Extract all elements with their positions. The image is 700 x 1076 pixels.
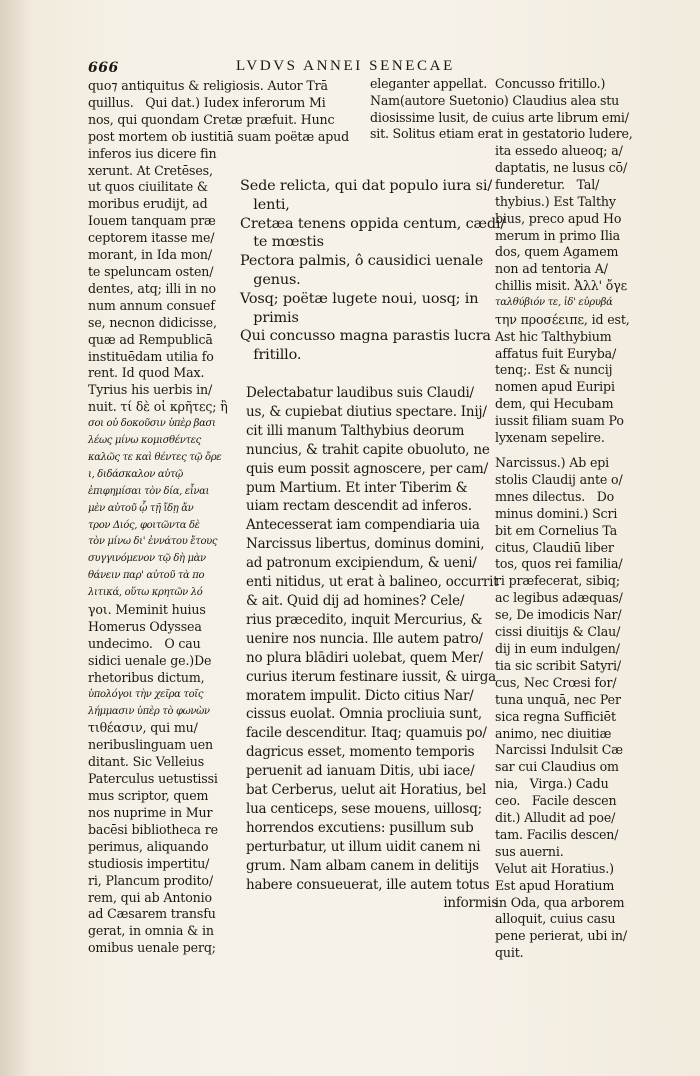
right-commentary-column — [495, 76, 645, 447]
text-line: dagricus esset, momento temporis — [246, 744, 475, 761]
text-line: καλῶς τε καὶ θέντες τῷ ὄρε — [88, 451, 222, 463]
text-line: tia sic scribit Satyri/ — [495, 657, 622, 673]
text-line: ac legibus adæquas/ — [495, 590, 623, 606]
text-line: citus, Claudiū liber — [495, 539, 614, 555]
text-line: post mortem ob iustitiā suam poëtæ apud — [88, 128, 350, 144]
text-line: bius, preco apud Ho — [495, 210, 622, 226]
text-line: lyxenam sepelire. — [495, 429, 605, 445]
text-line: se, necnon didicisse, — [88, 314, 217, 330]
text-line: nia, Virga.) Cadu — [495, 776, 609, 792]
text-line: mus scriptor, quem — [88, 788, 209, 804]
text-line: quæ ad Rempublicā — [88, 331, 213, 347]
text-line: tam. Facilis descen/ — [495, 826, 619, 842]
text-line: Iouem tanquam præ — [88, 213, 216, 229]
text-line: eleganter appellat. — [370, 76, 488, 91]
text-line: xerunt. At Cretēses, — [88, 162, 213, 178]
text-line: Narcissi Indulsit Cæ — [495, 742, 623, 758]
text-line: Homerus Odyssea — [88, 619, 202, 634]
text-line: ut quos ciuilitate & — [88, 179, 208, 195]
text-line: quit. — [495, 945, 524, 961]
text-line: τὸν μίνω δι' ἐννάτου ἔτους — [88, 536, 218, 548]
text-line: Pectora palmis, ô causidici uenale — [240, 253, 484, 270]
text-line: μὲν αὐτοῦ ᾧ τῇ ἴδῃ ἄν — [88, 502, 194, 514]
text-line: affatus fuit Euryba/ — [495, 345, 617, 361]
text-line: perimus, aliquando — [88, 838, 209, 854]
text-line: in Oda, qua arborem — [495, 894, 625, 910]
text-line: morant, in Ida mon/ — [88, 247, 212, 263]
text-line: ditant. Sic Velleius — [88, 754, 205, 770]
text-line: Velut ait Horatius.) — [495, 860, 614, 876]
text-line: perturbatur, ut illum uidit canem ni — [246, 838, 481, 855]
text-line: dij in eum indulgen/ — [495, 640, 620, 656]
text-line: tenq;. Est & nuncij — [495, 362, 613, 378]
text-line: se, De imodicis Nar/ — [495, 607, 622, 623]
text-line: lua centiceps, sese mouens, uillosq; — [246, 800, 482, 817]
text-line: dem, qui Hecubam — [495, 396, 614, 412]
text-line: Narcissus libertus, dominus domini, — [246, 536, 485, 553]
text-line: Concusso fritillo.) — [495, 76, 606, 91]
text-line: Vosq; poëtæ lugete noui, uosq; in — [240, 290, 479, 307]
text-line: cus, Nec Crœsi for/ — [495, 674, 617, 690]
text-line: rius præcedito, inquit Mercurius, & — [246, 611, 483, 628]
text-line: primis — [240, 309, 299, 326]
text-line: & ait. Quid dij ad homines? Cele/ — [246, 592, 465, 609]
text-line: bacēsi bibliotheca re — [88, 821, 218, 837]
text-line: moratem impulit. Dicto citius Nar/ — [246, 687, 474, 704]
text-line: ad Cæsarem transfu — [88, 906, 216, 922]
text-line: λιτικά, οὕτω κρητῶν λό — [88, 587, 203, 599]
text-line: lenti, — [240, 196, 290, 213]
text-line: Est apud Horatium — [495, 877, 615, 893]
text-line: mnes dilectus. Do — [495, 488, 615, 504]
text-line: tos, quos rei familia/ — [495, 556, 623, 572]
text-line: te speluncam osten/ — [88, 263, 214, 279]
text-line: ceptorem itasse me/ — [88, 230, 215, 246]
text-line: funderetur. Tal/ — [495, 177, 600, 193]
text-line: sica regna Sufficiēt — [495, 708, 616, 724]
text-line: non ad tentoria A/ — [495, 261, 608, 277]
text-line: λέως μίνω κομισθέντες — [88, 435, 201, 447]
text-line: τιθέασιν, qui mu/ — [88, 720, 198, 736]
text-line: studiosis impertitu/ — [88, 855, 210, 871]
page-gutter-shadow — [0, 0, 30, 1076]
text-line: cit illi manum Talthybius deorum — [246, 422, 465, 439]
text-line: quillus. Qui dat.) Iudex inferorum Mi — [88, 94, 326, 110]
text-line: enti nitidus, ut erat à balineo, occurrit — [246, 574, 499, 591]
text-line: animo, nec diuitiæ — [495, 725, 612, 741]
text-line: diosissime lusit, de cuius arte librum emi/ — [370, 109, 629, 125]
text-line: cissi diuitijs & Clau/ — [495, 624, 621, 640]
text-line: minus domini.) Scri — [495, 505, 618, 521]
text-line: sit. Solitus etiam erat in gestatorio ludere, — [370, 126, 633, 142]
text-line: ὑπολόγοι τὴν χεῖρα τοῖς — [88, 688, 204, 700]
text-line: curius iterum festinare iussit, & uirga — [246, 668, 496, 685]
text-line: nuncius, & trahit capite obuoluto, ne — [246, 441, 490, 458]
main-text-block — [246, 384, 498, 913]
text-line: rent. Id quod Max. — [88, 365, 205, 381]
text-line: dos, quem Agamem — [495, 244, 619, 260]
text-line: λήμμασιν ὑπὲρ τὸ φωνὼν — [88, 705, 210, 717]
text-line: dit.) Alludit ad poe/ — [495, 810, 616, 826]
text-line: instituēdam utilia fo — [88, 348, 214, 364]
text-line: ἐπιφημίσαι τὸν δία, εἶναι — [88, 485, 210, 497]
text-line: grum. Nam albam canem in delitijs — [246, 857, 479, 874]
text-line: nos nuprime in Mur — [88, 804, 213, 820]
text-line: stolis Claudij ante o/ — [495, 471, 623, 487]
text-line — [495, 110, 645, 127]
text-line: uenire nos nuncia. Ille autem patro/ — [246, 630, 483, 647]
text-line: quis eum possit agnoscere, per cam/ — [246, 460, 488, 477]
text-line: pene perierat, ubi in/ — [495, 928, 627, 944]
text-line: rhetoribus dictum, — [88, 669, 205, 685]
text-line: ceo. Facile descen — [495, 793, 617, 809]
text-line: quo⁊ antiquitus & religiosis. Autor Trā — [88, 78, 328, 93]
text-line: tuna unquā, nec Per — [495, 691, 621, 707]
text-line: Ast hic Talthybium — [495, 328, 612, 344]
text-line: την προσέειπε, id est, — [495, 311, 630, 327]
text-line — [495, 93, 645, 110]
text-line: Delectabatur laudibus suis Claudi/ — [246, 385, 474, 401]
text-line: τρον Διός, φοιτῶντα δὲ — [88, 519, 200, 531]
text-line: neribuslinguam uen — [88, 737, 214, 753]
text-line: us, & cupiebat diutius spectare. Inij/ — [246, 403, 487, 420]
text-line: ι, διδάσκαλον αὐτῷ — [88, 468, 183, 480]
text-line: sus auerni. — [495, 843, 564, 859]
text-line: sidici uenale ge.)De — [88, 652, 212, 668]
text-line: sar cui Claudius om — [495, 759, 619, 775]
text-line: Antecesserat iam compendiaria uia — [246, 517, 480, 534]
text-line: ita essedo alueoq; a/ — [495, 143, 623, 159]
text-line: θάνειν παρ' αὐτοῦ τὰ πο — [88, 570, 205, 582]
text-line: facile descenditur. Itaq; quamuis po/ — [246, 725, 487, 742]
text-line: nomen apud Euripi — [495, 379, 615, 395]
text-line: inferos ius dicere fin — [88, 145, 217, 161]
text-line: alloquit, cuius casu — [495, 911, 616, 927]
text-line: ad patronum excipiendum, & ueni/ — [246, 555, 477, 572]
text-line: habere consueuerat, ille autem totus — [246, 876, 490, 893]
text-line: Nam(autore Suetonio) Claudius alea stu — [370, 92, 620, 108]
text-line: horrendos excutiens: pusillum sub — [246, 819, 474, 836]
text-line: bat Cerberus, uelut ait Horatius, bel — [246, 782, 487, 799]
text-line: rem, qui ab Antonio — [88, 889, 212, 905]
text-line: συγγινόμενον τῷ δὴ μὰν — [88, 553, 206, 565]
text-line: Qui concusso magna parastis lucra — [240, 328, 491, 345]
text-line: Cretæa tenens oppida centum, cædi/ — [240, 215, 506, 232]
text-line — [495, 127, 645, 144]
text-line: uiam rectam descendit ad inferos. — [246, 498, 472, 515]
text-line: genus. — [240, 271, 301, 288]
text-line: Tyrius his uerbis in/ — [88, 382, 213, 398]
text-line: te mœstis — [240, 234, 324, 251]
text-line: nuit. τί δὲ οἱ κρῆτες; ἢ — [88, 399, 228, 415]
text-line: iussit filiam suam Po — [495, 412, 624, 428]
text-line: bit em Cornelius Ta — [495, 522, 618, 538]
text-line: omibus uenale perq; — [88, 940, 216, 956]
text-line: ταλθύβιόν τε, ἰδ' εὐρυβά — [495, 296, 613, 308]
text-line: num annum consuef — [88, 297, 215, 313]
text-line: no plura blādiri uolebat, quem Mer/ — [246, 649, 483, 666]
text-line: Paterculus uetustissi — [88, 771, 218, 787]
text-line: pum Martium. Et inter Tiberim & — [246, 479, 468, 496]
text-line: Narcissus.) Ab epi — [495, 455, 610, 470]
text-line: Sede relicta, qui dat populo iura si/ — [240, 178, 493, 194]
text-line: cissus euolat. Omnia procliuia sunt, — [246, 706, 482, 723]
text-line: chillis misit. Ἀλλ' ὄγε — [495, 278, 627, 294]
text-line: ri, Plancum prodito/ — [88, 872, 213, 888]
text-line: daptatis, ne lusus cō/ — [495, 160, 628, 176]
text-line: γοι. Meminit huius — [88, 602, 206, 618]
page-number: 666 — [88, 60, 119, 76]
text-line: undecimo. O cau — [88, 635, 201, 651]
text-line: moribus erudijt, ad — [88, 196, 208, 212]
text-line: nos, qui quondam Cretæ præfuit. Hunc — [88, 111, 335, 127]
verse-block — [240, 177, 506, 365]
text-line: merum in primo Ilia — [495, 227, 620, 243]
text-line: σοι οὐ δοκοῦσιν ὑπὲρ βασι — [88, 418, 216, 430]
text-line: informis — [443, 895, 498, 912]
text-line: thybius.) Est Talthy — [495, 193, 616, 209]
text-line: peruenit ad ianuam Ditis, ubi iace/ — [246, 763, 475, 780]
right-commentary-lower — [495, 455, 645, 962]
text-line: fritillo. — [240, 347, 302, 364]
text-line: ri præfecerat, sibiq; — [495, 573, 620, 589]
text-line: gerat, in omnia & in — [88, 923, 214, 939]
text-line: dentes, atq; illi in no — [88, 280, 216, 296]
running-head: LVDVS ANNEI SENECAE — [236, 58, 455, 74]
